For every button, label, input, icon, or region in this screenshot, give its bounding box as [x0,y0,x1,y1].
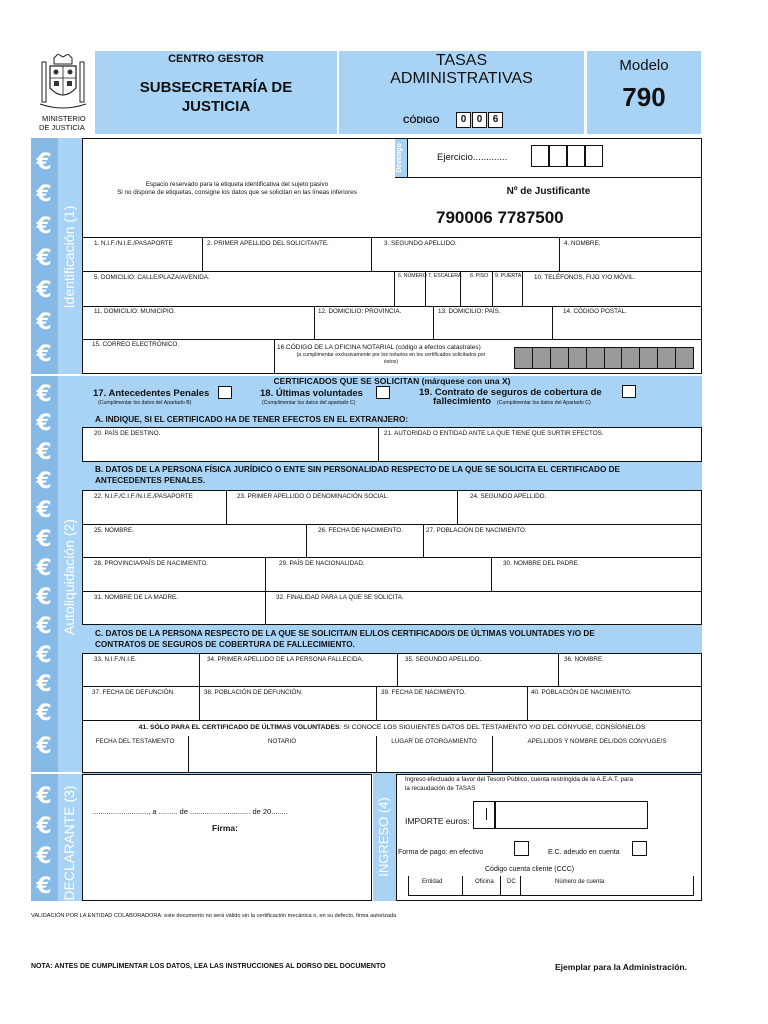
field-16-note-end: éstos) [383,359,399,365]
ministry-line-1: MINISTERIO [42,114,86,123]
field-27-label: 27. POBLACIÓN DE NACIMIENTO. [426,527,527,534]
section-c-fields [82,653,702,773]
field-31-label: 31. NOMBRE DE LA MADRE. [94,594,178,601]
cert-19-checkbox[interactable] [622,385,636,398]
numero-cuenta-label: Número de cuenta [555,879,605,885]
cert-17-note: (Cumplimentar los datos del Apartado B) [98,400,192,406]
euro-icon: € [36,278,52,303]
cert-19-label: 19. Contrato de seguros de cobertura de [419,387,602,398]
ministry-line-2: DE JUSTICIA [39,123,85,132]
centro-gestor-line-2: JUSTICIA [181,98,251,115]
field-2-label: 2. PRIMER APELLIDO DEL SOLICITANTE. [207,240,329,247]
field-13-label: 13. DOMICILIO: PAÍS. [438,308,501,315]
adeudo-checkbox[interactable] [632,841,647,856]
euro-icon: € [36,310,52,335]
modelo-label: Modelo [619,57,669,74]
col-lugar: LUGAR DE OTORGAMIENTO [391,738,477,745]
euro-icon: € [36,411,52,436]
euro-icon: € [36,498,52,523]
field-15-label: 15. CORREO ELECTRÓNICO. [92,341,180,348]
euro-icon: € [36,527,52,552]
field-41-bold: 41. SÓLO PARA EL CERTIFICADO DE ÚLTIMAS VOLUNTADES [138,724,340,731]
ejercicio-digit-3[interactable] [567,145,585,167]
place-date-line: ..........................., a ......... de ............................. de 20........ [92,807,288,816]
oficina-label: Oficina [475,879,494,885]
ingreso-line-2: la recaudación de TASAS [405,785,476,792]
cert-19-note: (Cumplimentar los datos del Apartado C) [497,400,591,406]
declarante-side-label: DECLARANTE (3) [61,785,77,901]
field-14-label: 14. CÓDIGO POSTAL. [563,308,627,315]
cert-18-note: (Cumplimentar los datos del apartado C) [262,400,356,406]
identificacion-side-label: Identificación (1) [61,205,77,309]
field-37-label: 37. FECHA DE DEFUNCIÓN. [92,689,175,696]
euro-icon: € [36,556,52,581]
importe-input[interactable] [473,801,495,829]
label-space-line-2: Si no dispone de etiquetas, consigne los datos que se solicitan en las líneas inferiores [117,189,357,196]
section-a-heading: A. INDIQUE, SI EL CERTIFICADO HA DE TENER EFECTOS EN EL EXTRANJERO: [95,415,409,424]
field-11-label: 11. DOMICILIO: MUNICIPIO. [94,308,176,315]
field-1-label: 1. N.I.F./N.I.E./PASAPORTE [94,240,173,247]
col-conyuge: APELLIDOS Y NOMBRE DEL/DOS CONYUGE/S [527,738,667,745]
field-35-label: 35. SEGUNDO APELLIDO. [405,656,482,663]
cert-17-label: 17. Antecedentes Penales [93,388,210,399]
autoliquidacion-side-label: Autoliquidación (2) [61,519,77,635]
euro-icon: € [36,814,52,839]
codigo-digit-1: 0 [456,112,471,128]
euro-icon: € [36,150,52,175]
field-12-label: 12. DOMICILIO: PROVINCIA. [318,308,402,315]
cert-19-label-2: fallecimiento [433,396,492,407]
field-20-label: 20. PAÍS DE DESTINO. [94,430,161,437]
section-b-heading-2: ANTECEDENTES PENALES. [95,476,206,485]
codigo-label: CÓDIGO [403,115,440,125]
field-24-label: 24. SEGUNDO APELLIDO. [470,493,547,500]
field-26-label: 26. FECHA DE NACIMIENTO. [318,527,403,534]
importe-amount-input[interactable] [495,801,648,829]
euro-icon: € [36,643,52,668]
field-41-rest: : SI CONOCE LOS SIGUIENTES DATOS DEL TESTAMENTO Y/O DEL CÓNYUGE, CONSÍGNELOS [339,724,646,731]
field-16-note: (a cumplimentar exclusivamente por los notarios en los certificados solicitados por [296,352,486,358]
field-10-label: 10. TELÉFONOS, FIJO Y/O MÓVIL. [534,274,636,281]
firma-label: Firma: [212,823,238,833]
euro-icon: € [36,342,52,367]
field-16-label: 16.CÓDIGO DE LA OFICINA NOTARIAL (código a efectos catastrales) [277,344,481,351]
modelo-number: 790 [622,82,666,112]
ingreso-line-1: Ingreso efectuado a favor del Tesoro Público, cuenta restringida de la A.E.A.T. para [405,776,633,783]
field-41-label [82,724,702,731]
ejercicio-digit-1[interactable] [531,145,549,167]
justificante-number: 790006 7787500 [436,208,564,227]
centro-gestor-line-1: SUBSECRETARÍA DE [139,79,293,96]
codigo-digit-3: 6 [488,112,503,128]
field-23-label: 23. PRIMER APELLIDO O DENOMINACIÓN SOCIAL. [237,493,389,500]
nota-text: NOTA: ANTES DE CUMPLIMENTAR LOS DATOS, LEA LAS INSTRUCCIONES AL DORSO DEL DOCUMENTO [31,963,386,970]
euro-icon: € [36,614,52,639]
validacion-note: VALIDACIÓN POR LA ENTIDAD COLABORADORA: este documento no será válido sin la certificación mecánica o, en su defecto, firma autorizada [31,913,397,919]
field-30-label: 30. NOMBRE DEL PADRE. [503,560,580,567]
euro-icon: € [36,469,52,494]
euro-icon: € [36,874,52,899]
euro-icon: € [36,784,52,809]
euro-icon: € [36,672,52,697]
euro-icon: € [36,734,52,759]
col-notario: NOTARIO [267,738,297,745]
field-32-label: 32. FINALIDAD PARA LA QUE SE SOLICITA. [276,594,404,601]
field-29-label: 29. PAÍS DE NACIONALIDAD. [279,560,365,567]
certificados-heading: CERTIFICADOS QUE SE SOLICITAN (márquese con una X) [273,376,511,386]
euro-icon: € [36,585,52,610]
ejercicio-label: Ejercicio............. [437,152,508,163]
field-7-label: 7. ESCALERA [428,273,462,279]
field-36-label: 36. NOMBRE. [564,656,604,663]
cert-18-label: 18. Últimas voluntades [260,388,363,399]
tasas-line-2: ADMINISTRATIVAS [390,70,533,87]
ccc-input[interactable] [408,876,694,896]
ec-adeudo-label: E.C. adeudo en cuenta [548,849,620,856]
label-space-line-1: Espacio reservado para la etiqueta identificativa del sujeto pasivo [145,181,329,188]
euro-icon: € [36,701,52,726]
importe-label: IMPORTE euros: [405,816,470,826]
euro-icon: € [36,182,52,207]
dc-label: DC [507,879,516,885]
ccc-label: Código cuenta cliente (CCC) [485,866,575,873]
field-22-label: 22. N.I.F./C.I.F./N.I.E./PASAPORTE [94,493,193,500]
section-c-heading-1: C. DATOS DE LA PERSONA RESPECTO DE LA QUE SE SOLICITA/N EL/LOS CERTIFICADO/S DE ÚLTIMAS VOLUNTADES Y/O DE [95,629,595,638]
forma-pago-label: Forma de pago: en efectivo [398,849,484,856]
ejercicio-digit-4[interactable] [585,145,603,167]
euro-icon: € [36,382,52,407]
field-38-label: 38. POBLACIÓN DE DEFUNCIÓN. [204,689,303,696]
coat-of-arms-icon [36,54,90,114]
cert-17-checkbox[interactable] [218,386,232,399]
euro-icon: € [36,214,52,239]
field-6-label: 6. NÚMERO [398,273,427,279]
cert-18-checkbox[interactable] [376,386,390,399]
field-25-label: 25. NOMBRE. [94,527,134,534]
ejercicio-digit-2[interactable] [549,145,567,167]
field-9-label: 9. PUERTA [495,273,522,279]
col-fecha-testamento: FECHA DEL TESTAMENTO [95,738,175,745]
declarante-frame [82,774,372,901]
centro-gestor-label: CENTRO GESTOR [168,53,264,65]
field-4-label: 4. NOMBRE. [564,240,601,247]
entidad-label: Entidad [422,879,443,885]
field-21-label: 21. AUTORIDAD O ENTIDAD ANTE LA QUE TIENE QUE SURTIR EFECTOS. [384,430,604,437]
field-39-label: 39. FECHA DE NACIMIENTO. [381,689,466,696]
field-28-label: 28. PROVINCIA/PAÍS DE NACIMIENTO. [94,560,209,567]
field-34-label: 34. PRIMER APELLIDO DE LA PERSONA FALLECIDA. [207,656,364,663]
tasas-line-1: TASAS [435,52,488,69]
section-c-heading-2: CONTRATOS DE SEGUROS DE COBERTURA DE FALLECIMIENTO. [95,640,355,649]
field-5-label: 5. DOMICILIO: CALLE/PLAZA/AVENIDA. [94,274,210,281]
efectivo-checkbox[interactable] [514,841,529,856]
euro-icon: € [36,440,52,465]
field-3-label: 3. SEGUNDO APELLIDO. [384,240,457,247]
ingreso-side-label: INGRESO (4) [376,797,391,877]
field-8-label: 8. PISO [470,273,489,279]
euro-icon: € [36,844,52,869]
section-b-heading-1: B. DATOS DE LA PERSONA FÍSICA JURÍDICO O ENTE SIN PERSONALIDAD RESPECTO DE LA QUE SE SOLICITA EL CERTIFICADO DE [95,465,620,474]
ejemplar-text: Ejemplar para la Administración. [555,962,687,972]
euro-icon: € [36,246,52,271]
field-40-label: 40. POBLACIÓN DE NACIMIENTO. [531,689,632,696]
field-33-label: 33. N.I.F./N.I.E. [94,656,137,663]
justificante-label: Nº de Justificante [506,186,591,197]
codigo-digit-2: 0 [472,112,487,128]
devengo-label: Devengo [396,143,403,173]
notarial-code-boxes[interactable] [514,347,694,369]
